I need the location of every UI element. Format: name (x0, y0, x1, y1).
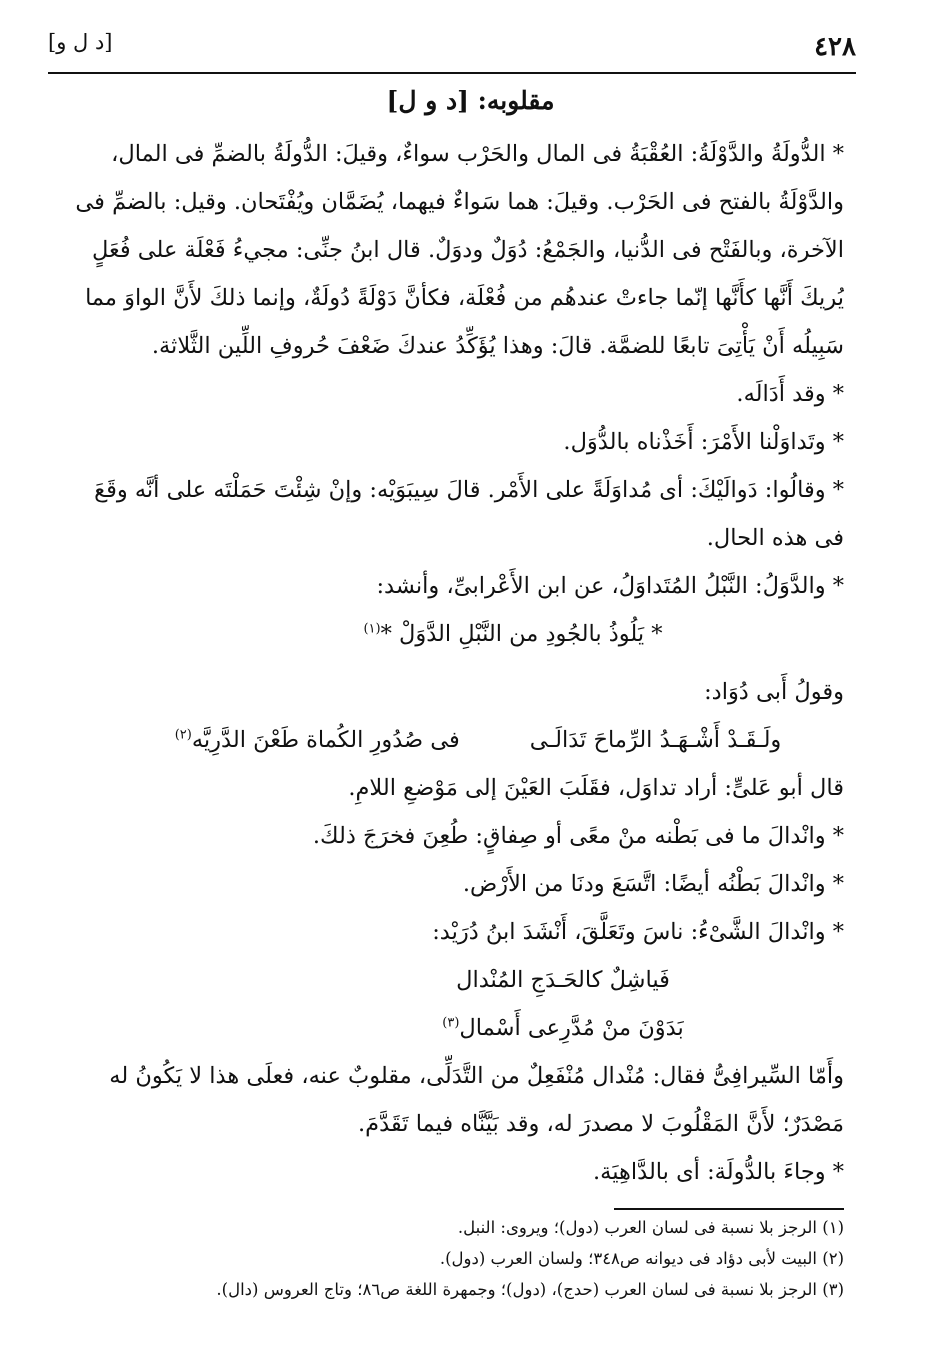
text-line: * وتَداوَلْنا الأَمْرَ: أَخَذْناه بالدُّوَل. (563, 429, 844, 455)
footnote: (٢) البيت لأبى دؤاد فى ديوانه ص٣٤٨؛ ولسان العرب (دول). (439, 1249, 844, 1268)
footnote: (٣) الرجز بلا نسبة فى لسان العرب (حدج)، (دول)؛ وجمهرة اللغة ص٨٦؛ وتاج العروس (دال). (216, 1280, 844, 1299)
verse-couplet (52, 716, 844, 764)
text-line: قال أبو عَلىٍّ: أراد تداوَل، فقَلَبَ العَيْنَ إلى مَوْضعِ اللامِ. (348, 775, 844, 801)
header-rule (48, 72, 856, 74)
text-line: وقولُ أَبى دُوَاد: (704, 679, 844, 705)
footnote: (١) الرجز بلا نسبة فى لسان العرب (دول)؛ ويروى: النبل. (457, 1218, 844, 1237)
text-line: سَبِيلُه أَنْ يَأْتِىَ تابعًا للضمَّة. قالَ: وهذا يُؤَكِّدُ عندكَ ضَعْفَ حُروفِ اللِّين الثَّلاثة. (151, 333, 844, 359)
paragraph (52, 668, 844, 716)
text-line: * الدُّولَةُ والدَّوْلَةُ: العُقْبَةُ فى المال والحَرْب سواءٌ، وقيلَ: الدُّولَةُ بالضمِّ فى المال، (111, 141, 844, 167)
verse-text: * يَلُوذُ بالجُودِ من النَّبْلِ الدَّوَلْ * (380, 621, 663, 647)
text-line: وأَمّا السِّيرافِىُّ فقال: مُنْدال مُنْفَعِلٌ من التَّدَلِّى، مقلوبٌ عنه، فعلَى هذا لا يَكُونُ له (109, 1063, 844, 1089)
text-line: والدَّوْلَةُ بالفتح فى الحَرْب. وقيلَ: هما سَواءٌ فيهما، يُضَمَّان ويُفْتَحان. وقيل: بالضمِّ فى (75, 189, 844, 215)
footnote-rule (614, 1208, 844, 1210)
paragraph (52, 812, 844, 860)
paragraph (52, 562, 844, 610)
text-line: * وجاءَ بالدُّولَة: أى بالدَّاهِيَة. (593, 1159, 844, 1185)
text-line: يُريكَ أَنَّها كأَنَّها إنّما جاءتْ عندهُم من فُعْلَة، فكأنَّ دَوْلَةً دُولَةٌ، وإنما ذلكَ لأَنَّ الواوَ مما (85, 285, 844, 311)
text-line: * والدَّوَلُ: النَّبْلُ المُتَداوَلُ، عن ابن الأَعْرابىِّ، وأنشد: (376, 573, 844, 599)
verse-second-hemistich (175, 716, 460, 764)
paragraph (52, 1148, 844, 1196)
text-line: الآخرة، وبالفَتْح فى الدُّنيا، والجَمْعُ: دُوَلٌ ودوَلٌ. قال ابنُ جنِّى: مجيءُ فَعْلَة على فُعَلٍ (91, 237, 844, 263)
footnote-ref: (٢) (174, 727, 192, 743)
section-title: مقلوبه: [د و ل] (386, 86, 555, 115)
verse-rajaz-3 (52, 956, 844, 1052)
page-header (48, 28, 856, 68)
verse-line (282, 1004, 844, 1052)
paragraph (52, 908, 844, 956)
text-line: * وانْدالَ الشَّىْءُ: ناسَ وتَعَلَّقَ، أَنْشَدَ ابنُ دُرَيْد: (432, 919, 844, 945)
paragraph (52, 764, 844, 812)
paragraph (52, 466, 844, 562)
text-line: * وانْدالَ ما فى بَطْنه منْ معًى أو صِفاقٍ: طُعِنَ فخرَجَ ذلكَ. (312, 823, 844, 849)
footnote-ref: (١) (363, 621, 381, 637)
verse-line: فَياشِلٌ كالحَـدَجِ المُنْدال (456, 967, 670, 993)
footnote-ref: (٣) (442, 1015, 460, 1031)
footnotes (52, 1212, 844, 1305)
verse-first-hemistich: ولَـقَـدْ أَشْـهَـدُ الرِّماحَ تَدَالَـى (529, 727, 782, 753)
verse-text: فى صُدُورِ الكُماة طَعْنَ الدَّرِيَّه (191, 727, 460, 753)
verse-rajaz-1 (52, 610, 844, 658)
paragraph (52, 418, 844, 466)
paragraph (52, 1052, 844, 1148)
paragraph (52, 370, 844, 418)
text-line: مَصْدَرٌ؛ لأَنَّ المَقْلُوبَ لا مصدرَ له، وقد بَيَّنَّاه فيما تَقَدَّمَ. (358, 1111, 844, 1137)
text-line: * وقالُوا: دَوالَيْكَ: أى مُداوَلَةً على الأَمْر. قالَ سِيبَوَيْه: وإنْ شِئْتَ حَمَلْتَه على أنَّه وقَعَ (94, 477, 844, 503)
verse-text: بَدَوْنَ منْ مُدَّرِعى أَسْمال (459, 1015, 684, 1041)
text-line: * وقد أَدَالَه. (736, 381, 844, 407)
text-line: * وانْدالَ بَطْنُه أيضًا: اتَّسَعَ ودنَا من الأَرْض. (462, 871, 844, 897)
main-text (52, 130, 844, 1196)
running-head: [د ل و] (48, 30, 113, 54)
text-line: فى هذه الحال. (706, 525, 844, 551)
paragraph (52, 860, 844, 908)
paragraph (52, 130, 844, 370)
page-number: ٤٢٨ (814, 32, 856, 62)
